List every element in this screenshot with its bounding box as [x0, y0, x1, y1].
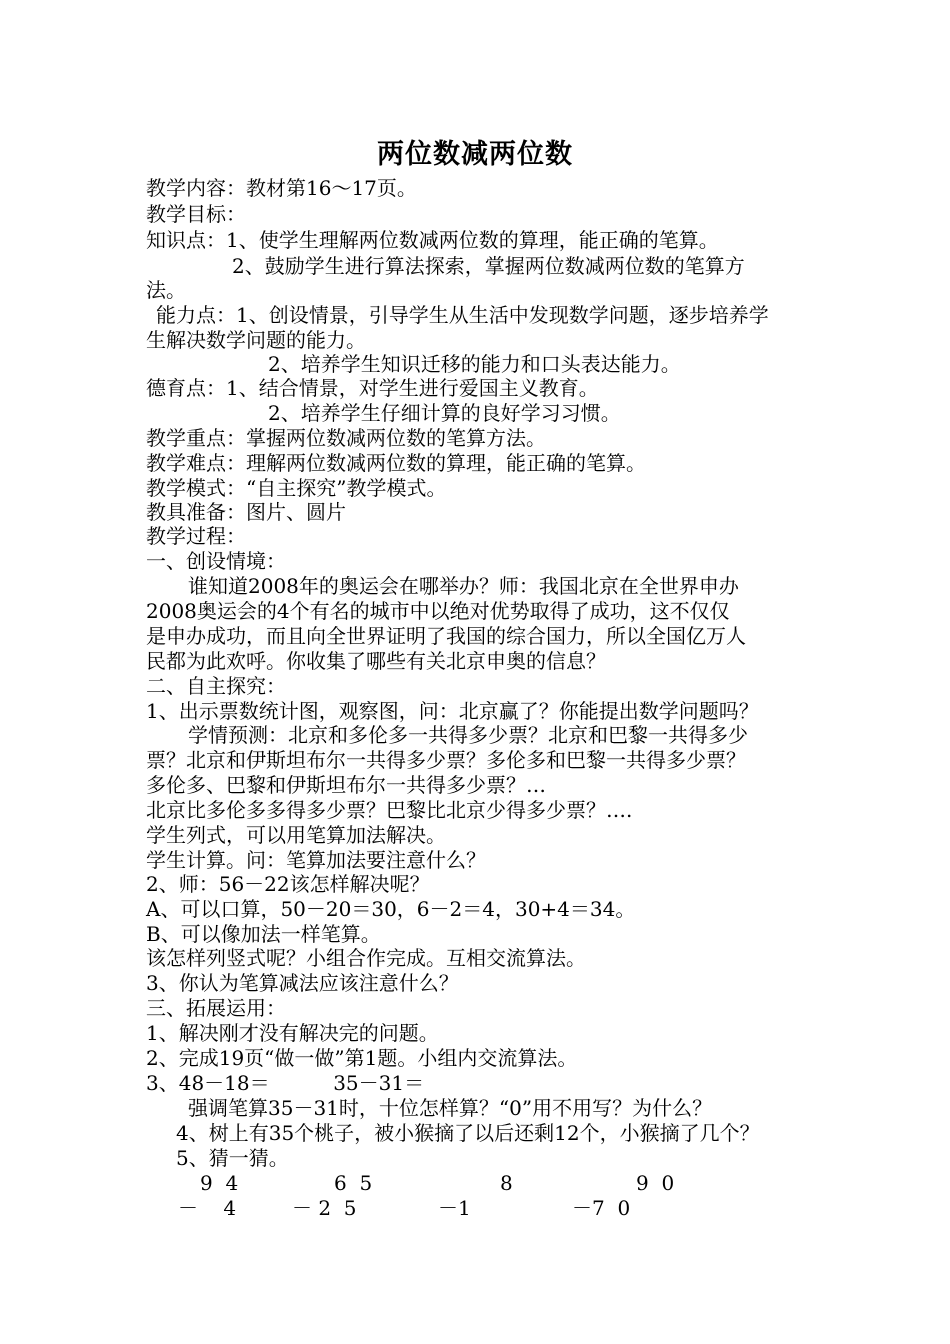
text-line: 2008奥运会的4个有名的城市中以绝对优势取得了成功，这不仅仅: [146, 599, 730, 623]
text-line: 1、出示票数统计图，观察图，问：北京赢了？你能提出数学问题吗？: [146, 699, 759, 723]
text-line: 教学难点：理解两位数减两位数的算理，能正确的笔算。: [146, 451, 646, 475]
document-title: 两位数减两位数: [377, 139, 573, 170]
text-line: 该怎样列竖式呢？小组合作完成。互相交流算法。: [146, 946, 586, 970]
text-line: 法。: [146, 278, 186, 302]
text-line: 知识点：1、使学生理解两位数减两位数的算理，能正确的笔算。: [146, 228, 719, 252]
text-line: 2、师：56－22该怎样解决呢？: [146, 872, 430, 896]
text-line: 教具准备：图片、圆片: [146, 500, 346, 524]
text-line: 强调笔算35－31时，十位怎样算？“0”用不用写？为什么？: [188, 1096, 713, 1120]
vertical-problem-bottom: － 2 5: [292, 1196, 357, 1220]
vertical-problem-top: 9 4: [200, 1171, 239, 1195]
text-line: B、可以像加法一样笔算。: [146, 922, 381, 946]
text-line: 民都为此欢呼。你收集了哪些有关北京申奥的信息？: [146, 649, 606, 673]
text-line: 一、创设情境：: [146, 549, 286, 573]
text-line: 3、你认为笔算减法应该注意什么？: [146, 971, 459, 995]
vertical-problem-top: 9 0: [636, 1171, 675, 1195]
text-line: 1、解决刚才没有解决完的问题。: [146, 1021, 439, 1045]
text-line: 2、鼓励学生进行算法探索，掌握两位数减两位数的笔算方: [232, 254, 745, 278]
text-line: 教学内容：教材第16～17页。: [146, 176, 417, 200]
text-line: 北京比多伦多多得多少票？巴黎比北京少得多少票？….: [146, 798, 633, 822]
text-line: 教学目标：: [146, 202, 246, 226]
text-line: 教学过程：: [146, 524, 246, 548]
text-line: 2、培养学生知识迁移的能力和口头表达能力。: [268, 352, 681, 376]
text-line: 3、48－18＝ 35－31＝: [146, 1071, 425, 1095]
text-line: 学情预测：北京和多伦多一共得多少票？北京和巴黎一共得多少: [188, 723, 748, 747]
text-line: 5、猜一猜。: [176, 1146, 289, 1170]
text-line: 能力点：1、创设情景，引导学生从生活中发现数学问题，逐步培养学: [156, 303, 769, 327]
vertical-problem-bottom: －7 0: [572, 1196, 631, 1220]
text-line: 谁知道2008年的奥运会在哪举办？师：我国北京在全世界申办: [188, 574, 739, 598]
text-line: 票？北京和伊斯坦布尔一共得多少票？多伦多和巴黎一共得多少票？: [146, 748, 746, 772]
text-line: 教学重点：掌握两位数减两位数的笔算方法。: [146, 426, 546, 450]
text-line: 学生列式，可以用笔算加法解决。: [146, 823, 446, 847]
text-line: 德育点：1、结合情景，对学生进行爱国主义教育。: [146, 376, 599, 400]
text-line: 生解决数学问题的能力。: [146, 328, 366, 352]
text-line: 教学模式：“自主探究”教学模式。: [146, 476, 447, 500]
text-line: 2、完成19页“做一做”第1题。小组内交流算法。: [146, 1046, 578, 1070]
vertical-problem-bottom: －1: [438, 1196, 471, 1220]
text-line: 2、培养学生仔细计算的良好学习习惯。: [268, 401, 621, 425]
vertical-problem-top: 6 5: [334, 1171, 373, 1195]
text-line: 二、自主探究：: [146, 674, 286, 698]
vertical-problem-bottom: － 4: [178, 1196, 237, 1220]
text-line: 是申办成功，而且向全世界证明了我国的综合国力，所以全国亿万人: [146, 624, 746, 648]
text-line: 三、拓展运用：: [146, 996, 286, 1020]
vertical-problem-top: 8: [500, 1171, 513, 1195]
text-line: 4、树上有35个桃子，被小猴摘了以后还剩12个，小猴摘了几个？: [176, 1121, 760, 1145]
text-line: 学生计算。问：笔算加法要注意什么？: [146, 848, 486, 872]
text-line: 多伦多、巴黎和伊斯坦布尔一共得多少票？…: [146, 773, 546, 797]
text-line: A、可以口算，50－20＝30，6－2＝4，30+4＝34。: [146, 897, 636, 921]
